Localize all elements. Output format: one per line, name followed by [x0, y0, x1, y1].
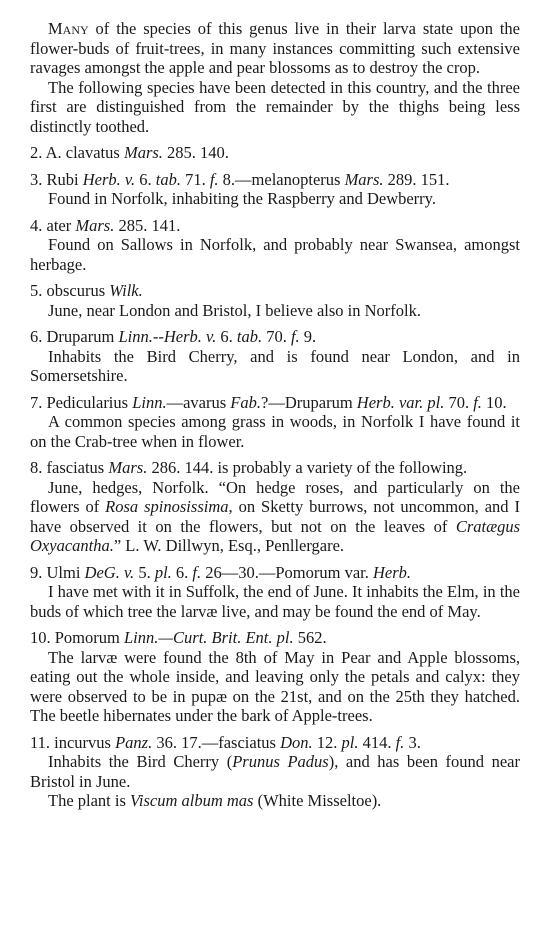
italic-text-run: f.: [395, 732, 405, 752]
species-description: [30, 752, 520, 791]
italic-text-run: pl.: [154, 562, 172, 582]
italic-text-run: Prunus Padus: [232, 752, 329, 771]
italic-text-run: Fab.: [230, 392, 262, 412]
text-run: 11. incurvus: [30, 732, 116, 752]
species-list: [30, 143, 520, 811]
species-heading: [30, 281, 520, 301]
text-run: ?—Druparum: [261, 392, 357, 412]
intro-lead-word: Many: [48, 19, 89, 38]
text-run: 414.: [358, 732, 396, 752]
species-note: [30, 791, 520, 811]
text-run: 7. Pedicularius: [30, 392, 133, 412]
text-run: 70.: [262, 327, 291, 346]
text-run: 289. 151.: [383, 169, 450, 189]
species-description: [30, 478, 520, 556]
species-description: [30, 189, 520, 209]
italic-text-run: Cratægus Oxyacantha.: [30, 516, 520, 555]
text-run: 6.: [216, 327, 237, 346]
text-run: 5.: [134, 562, 155, 582]
species-heading: [30, 733, 520, 753]
italic-text-run: Herb. v.: [82, 169, 136, 189]
italic-text-run: f.: [473, 392, 482, 412]
text-run: Inhabits the Bird Cherry, and is found near London, and in Somersetshire.: [30, 346, 520, 385]
italic-text-run: Mars.: [344, 169, 384, 189]
text-run: 26—30.—Pomorum var.: [201, 562, 373, 582]
species-description: [30, 412, 520, 451]
text-run: Found in Norfolk, inhabiting the Raspberry and Dewberry.: [48, 189, 436, 208]
text-run: 8. fasciatus: [30, 458, 109, 477]
species-entry: [30, 458, 520, 556]
species-description: [30, 347, 520, 386]
species-entry: [30, 281, 520, 320]
document-text: [30, 19, 520, 811]
text-run: June, hedges, Norfolk. “On hedge roses, and particularly on the flowers of: [30, 477, 520, 516]
italic-text-run: f.: [209, 169, 219, 189]
italic-text-run: Linn.—Curt. Brit. Ent. pl.: [123, 628, 294, 647]
species-entry: [30, 733, 520, 811]
text-run: ), and has been found near Bristol in June.: [30, 752, 520, 791]
species-entry: [30, 327, 520, 386]
text-run: 286. 144. is probably a variety of the following.: [147, 458, 468, 477]
intro-paragraph-1-text: of the species of this genus live in their larva state upon the flower-buds of fruit-trees, in many instances committing such extensive ravages amongst the apple and pear blossoms as to destroy the crop.: [30, 19, 520, 77]
text-run: 6.: [135, 169, 156, 189]
species-heading: [30, 170, 520, 190]
text-run: 70.: [444, 392, 474, 412]
italic-text-run: tab.: [155, 169, 181, 189]
text-run: Found on Sallows in Norfolk, and probably near Swansea, amongst herbage.: [30, 235, 520, 274]
text-run: —avarus: [166, 392, 231, 412]
text-run: --: [152, 327, 164, 346]
italic-text-run: Viscum album mas: [130, 791, 254, 810]
species-entry: [30, 628, 520, 726]
italic-text-run: Linn.: [118, 327, 153, 346]
italic-text-run: Panz.: [115, 732, 153, 752]
italic-text-run: f.: [290, 327, 300, 346]
text-run: 5. obscurus: [30, 281, 110, 300]
text-run: 8.—melanopterus: [218, 169, 345, 189]
text-run: 285. 140.: [162, 143, 229, 162]
text-run: A common species among grass in woods, in Norfolk I have found it on the Crab-tree when in flower.: [30, 412, 520, 451]
italic-text-run: tab.: [236, 327, 263, 346]
text-run: 3.: [404, 732, 421, 752]
species-description: [30, 301, 520, 321]
text-run: on Sketty burrows, not uncommon, and I have observed it on the flowers, but not on the leaves of: [30, 497, 521, 536]
italic-text-run: Mars.: [75, 215, 115, 235]
text-run: 6. Druparum: [30, 327, 119, 346]
italic-text-run: f.: [192, 562, 202, 582]
species-heading: [30, 628, 520, 648]
text-run: 6.: [171, 562, 193, 582]
species-heading: [30, 216, 520, 236]
italic-text-run: Herb. var. pl.: [356, 392, 445, 412]
species-description: [30, 582, 520, 621]
text-run: 10. Pomorum: [30, 628, 124, 647]
text-run: 9. Ulmi: [30, 562, 85, 582]
text-run: 12.: [312, 732, 342, 752]
text-run: (White Misseltoe).: [253, 791, 382, 810]
italic-text-run: pl.: [341, 732, 359, 752]
species-entry: [30, 170, 520, 209]
text-run: 71.: [180, 169, 210, 189]
species-description: [30, 648, 520, 726]
species-heading: [30, 393, 520, 413]
text-run: 285. 141.: [114, 215, 181, 235]
text-run: 562.: [293, 628, 327, 647]
intro-paragraph-1: [30, 19, 520, 78]
italic-text-run: Linn.: [132, 392, 167, 412]
species-heading: [30, 563, 520, 583]
text-run: 9.: [299, 327, 317, 346]
italic-text-run: DeG. v.: [84, 562, 135, 582]
species-entry: [30, 563, 520, 622]
text-run: 10.: [481, 392, 507, 412]
text-run: June, near London and Bristol, I believe also in Norfolk.: [48, 300, 421, 320]
text-run: Inhabits the Bird Cherry (: [48, 752, 233, 771]
intro-paragraph-2: The following species have been detected in this country, and the three first are distinguished from the remainder by the thighs being less distinctly toothed.: [30, 77, 520, 136]
text-run: 36. 17.—fasciatus: [152, 732, 281, 752]
species-description: [30, 235, 520, 274]
species-heading: [30, 143, 520, 163]
text-run: 2. A. clavatus: [30, 143, 124, 162]
italic-text-run: Herb. v.: [163, 327, 217, 346]
text-run: The plant is: [48, 791, 131, 810]
species-entry: [30, 216, 520, 275]
italic-text-run: Mars.: [108, 458, 148, 477]
text-run: 3. Rubi: [30, 169, 83, 189]
text-run: 4. ater: [30, 215, 76, 235]
italic-text-run: Rosa spinosissima,: [105, 497, 233, 516]
italic-text-run: Wilk.: [109, 281, 143, 300]
text-run: ” L. W. Dillwyn, Esq., Penllergare.: [113, 536, 345, 555]
text-run: The larvæ were found the 8th of May in Pear and Apple blossoms, eating out the whole inside, and leaving only the petals and calyx: they were observed to be in pupæ on the 21st, and on the 25th they hatched. The beetle hibernates under the bark of Apple-trees.: [30, 647, 520, 725]
species-entry: [30, 143, 520, 163]
text-run: I have met with it in Suffolk, the end of June. It inhabits the Elm, in the buds of which tree the larvæ live, and may be found the end of May.: [30, 582, 520, 621]
italic-text-run: Mars.: [123, 143, 163, 162]
species-heading: [30, 327, 520, 347]
italic-text-run: Don.: [280, 732, 313, 752]
italic-text-run: Herb.: [373, 562, 412, 582]
species-entry: [30, 393, 520, 452]
species-heading: [30, 458, 520, 478]
